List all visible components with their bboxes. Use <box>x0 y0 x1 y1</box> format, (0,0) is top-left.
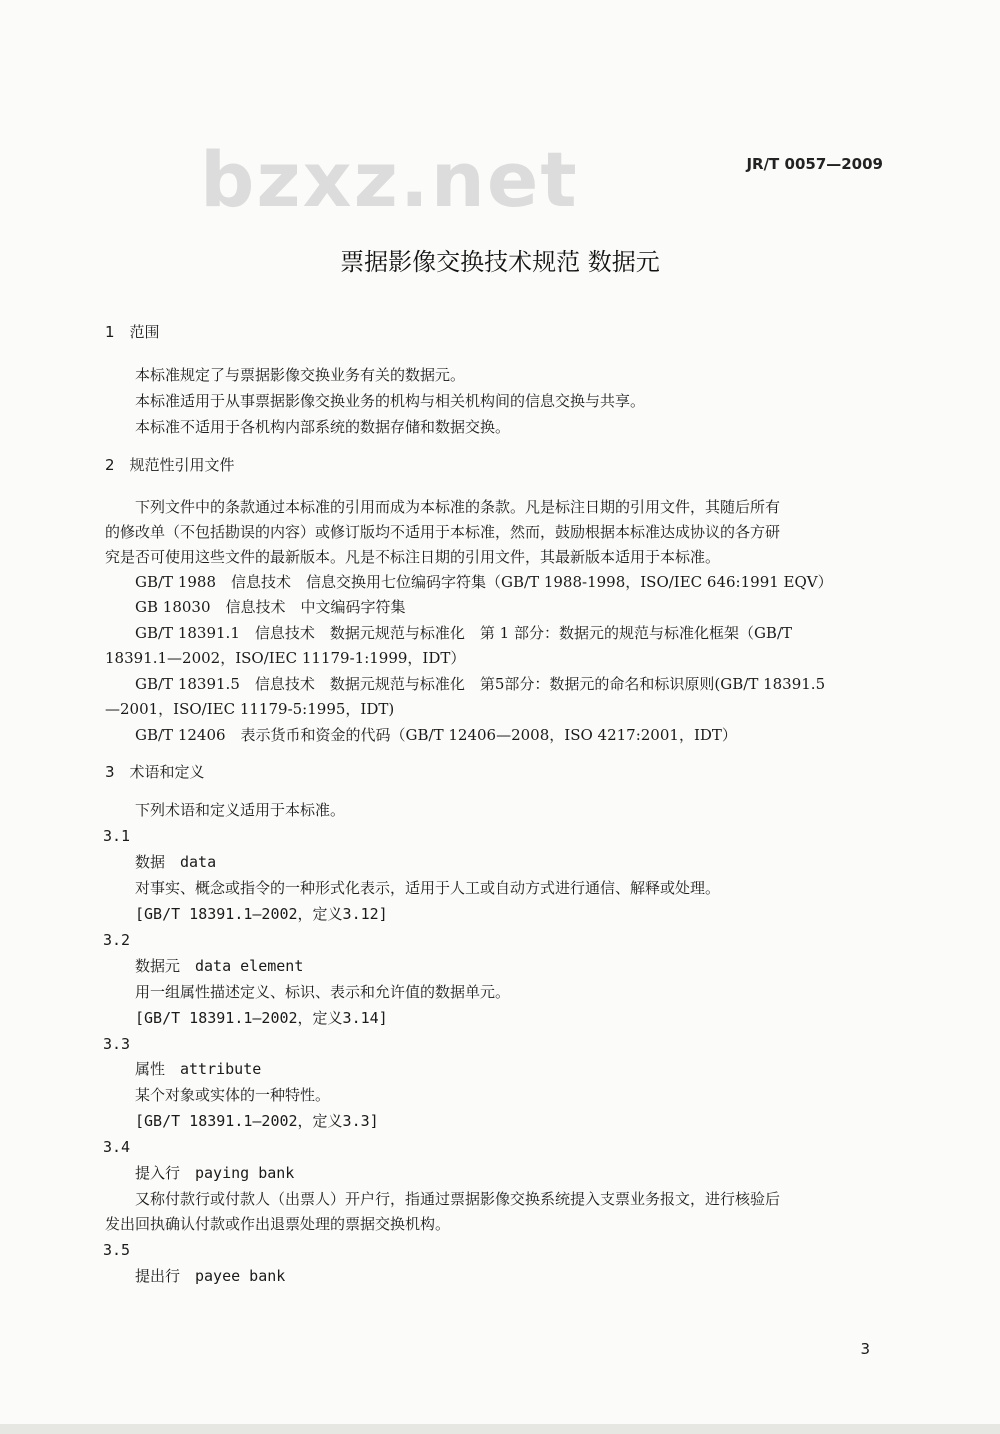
reference-item: GB/T 12406 表示货币和资金的代码（GB/T 12406—2008，ISO 4217:2001，IDT） <box>135 726 737 744</box>
page-number: 3 <box>860 1340 870 1358</box>
term-number: 3.3 <box>103 1035 131 1053</box>
term-name: 数据 data <box>135 853 217 871</box>
term-source: [GB/T 18391.1—2002，定义3.12] <box>135 905 388 923</box>
term-name: 提入行 paying bank <box>135 1164 295 1182</box>
paragraph: 本标准规定了与票据影像交换业务有关的数据元。 <box>135 366 466 384</box>
term-definition: 某个对象或实体的一种特性。 <box>135 1086 331 1104</box>
term-number: 3.2 <box>103 931 131 949</box>
reference-item: GB/T 18391.5 信息技术 数据元规范与标准化 第5部分：数据元的命名和标识原则(GB/T 18391.5 <box>135 675 826 693</box>
reference-item: 18391.1—2002，ISO/IEC 11179-1:1999，IDT） <box>105 649 466 667</box>
term-source: [GB/T 18391.1—2002，定义3.14] <box>135 1009 388 1027</box>
term-number: 3.5 <box>103 1241 131 1259</box>
reference-item: GB/T 1988 信息技术 信息交换用七位编码字符集（GB/T 1988-1998，ISO/IEC 646:1991 EQV） <box>135 573 833 591</box>
reference-item: —2001，ISO/IEC 11179-5:1995，IDT) <box>105 700 395 718</box>
reference-item: GB 18030 信息技术 中文编码字符集 <box>135 598 406 616</box>
term-definition: 对事实、概念或指令的一种形式化表示，适用于人工或自动方式进行通信、解释或处理。 <box>135 879 721 897</box>
term-definition: 发出回执确认付款或作出退票处理的票据交换机构。 <box>105 1215 451 1233</box>
watermark: bzxz.net <box>200 135 579 224</box>
term-name: 数据元 data element <box>135 957 304 975</box>
section-heading: 1 范围 <box>105 323 160 341</box>
standard-code: JR/T 0057—2009 <box>746 155 883 173</box>
paragraph: 下列文件中的条款通过本标准的引用而成为本标准的条款。凡是标注日期的引用文件，其随后所有 <box>135 498 781 516</box>
reference-item: GB/T 18391.1 信息技术 数据元规范与标准化 第 1 部分：数据元的规范与标准化框架（GB/T <box>135 624 793 642</box>
term-name: 提出行 payee bank <box>135 1267 286 1285</box>
paragraph: 下列术语和定义适用于本标准。 <box>135 801 346 819</box>
paragraph: 究是否可使用这些文件的最新版本。凡是不标注日期的引用文件，其最新版本适用于本标准。 <box>105 548 721 566</box>
term-number: 3.4 <box>103 1138 131 1156</box>
term-number: 3.1 <box>103 827 131 845</box>
paragraph: 的修改单（不包括勘误的内容）或修订版均不适用于本标准，然而，鼓励根据本标准达成协议的各方研 <box>105 523 781 541</box>
term-definition: 又称付款行或付款人（出票人）开户行，指通过票据影像交换系统提入支票业务报文，进行核验后 <box>135 1190 781 1208</box>
term-definition: 用一组属性描述定义、标识、表示和允许值的数据单元。 <box>135 983 511 1001</box>
section-heading: 2 规范性引用文件 <box>105 456 235 474</box>
paragraph: 本标准不适用于各机构内部系统的数据存储和数据交换。 <box>135 418 511 436</box>
page-bottom-edge <box>0 1424 1000 1434</box>
document-title: 票据影像交换技术规范 数据元 <box>340 248 660 276</box>
term-name: 属性 attribute <box>135 1060 262 1078</box>
section-heading: 3 术语和定义 <box>105 763 205 781</box>
term-source: [GB/T 18391.1—2002，定义3.3] <box>135 1112 379 1130</box>
paragraph: 本标准适用于从事票据影像交换业务的机构与相关机构间的信息交换与共享。 <box>135 392 646 410</box>
